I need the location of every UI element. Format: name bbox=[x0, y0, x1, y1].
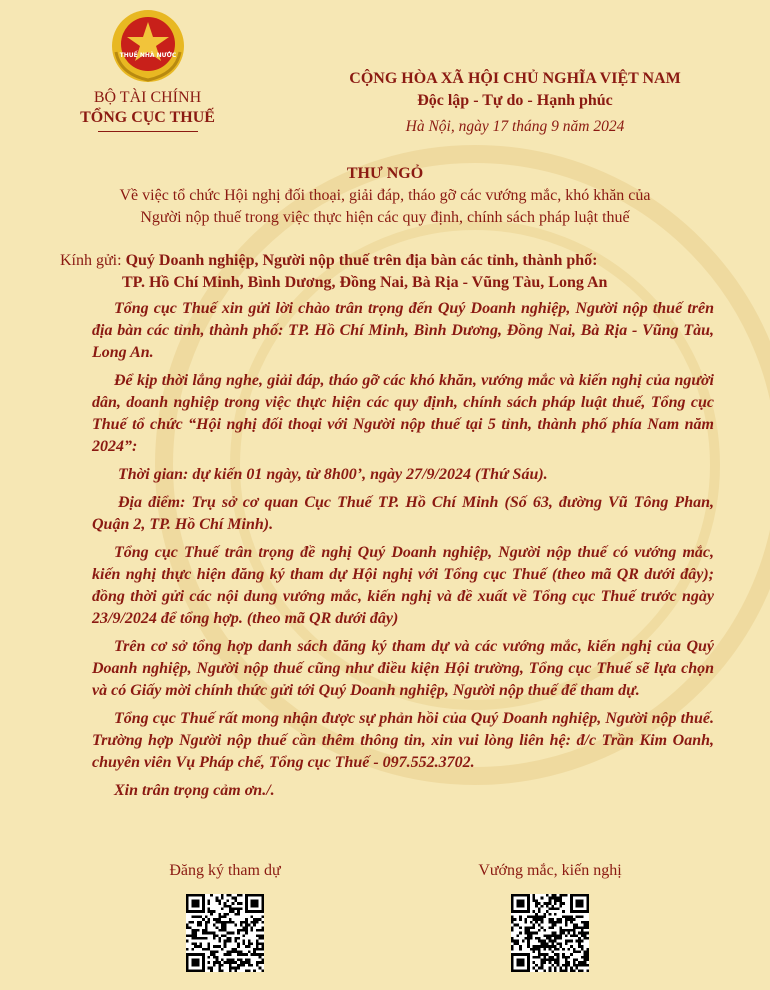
letter-title: THƯ NGỎ bbox=[346, 165, 424, 182]
emblem-text: THUẾ NHÀ NƯỚC bbox=[119, 52, 177, 59]
qr-feedback bbox=[450, 860, 650, 972]
motto: Độc lập - Tự do - Hạnh phúc bbox=[417, 92, 613, 109]
paragraph-purpose: Để kịp thời lắng nghe, giải đáp, tháo gỡ các khó khăn, vướng mắc và kiến nghị của người dân, doanh nghiệp trong việc thực hiện các quy định, chính sách pháp luật thuế, Tổng cục Thuế tổ chức “Hội nghị đối thoại với Người nộp thuế tại 5 tỉnh, thành phố phía Nam năm 2024”: bbox=[92, 372, 714, 455]
recipient-prefix: Kính gửi: bbox=[60, 252, 126, 269]
recipient-line-2: TP. Hồ Chí Minh, Bình Dương, Đồng Nai, Bà Rịa - Vũng Tàu, Long An bbox=[122, 274, 608, 291]
recipient-line-1: Quý Doanh nghiệp, Người nộp thuế trên địa bàn các tỉnh, thành phố: bbox=[125, 252, 598, 269]
qr-code-icon[interactable] bbox=[511, 894, 589, 972]
recipient bbox=[60, 250, 740, 294]
subject-line-2: Người nộp thuế trong việc thực hiện các quy định, chính sách pháp luật thuế bbox=[140, 209, 630, 226]
qr-code-icon[interactable] bbox=[186, 894, 264, 972]
letter-subject bbox=[40, 185, 730, 229]
qr-feedback-label: Vướng mắc, kiến nghị bbox=[478, 862, 622, 879]
paragraph-location: Địa điểm: Trụ sở cơ quan Cục Thuế TP. Hồ Chí Minh (Số 63, đường Vũ Tông Phan, Quận 2, TP. Hồ Chí Minh). bbox=[92, 494, 714, 533]
paragraph-contact: Tổng cục Thuế rất mong nhận được sự phản hồi của Quý Doanh nghiệp, Người nộp thuế. Trường hợp Người nộp thuế cần thêm thông tin, xin vui lòng liên hệ: đ/c Trần Kim Oanh, chuyên viên Vụ Pháp chế, Tổng cục Thuế - 097.552.3702. bbox=[92, 710, 714, 771]
tax-emblem-icon bbox=[110, 8, 186, 84]
issuing-organization bbox=[60, 88, 235, 132]
country-name: CỘNG HÒA XÃ HỘI CHỦ NGHĨA VIỆT NAM bbox=[349, 70, 681, 87]
national-header bbox=[330, 68, 700, 138]
letter-body bbox=[92, 298, 714, 808]
paragraph-time: Thời gian: dự kiến 01 ngày, từ 8h00’, ngày 27/9/2024 (Thứ Sáu). bbox=[118, 466, 548, 483]
ministry-name: BỘ TÀI CHÍNH bbox=[93, 89, 202, 106]
paragraph-selection: Trên cơ sở tổng hợp danh sách đăng ký tham dự và các vướng mắc, kiến nghị của Quý Doanh nghiệp, Người nộp thuế cũng như điều kiện Hội trường, Tổng cục Thuế sẽ lựa chọn và có Giấy mời chính thức gửi tới Quý Doanh nghiệp, Người nộp thuế để tham dự. bbox=[92, 638, 714, 699]
paragraph-request: Tổng cục Thuế trân trọng đề nghị Quý Doanh nghiệp, Người nộp thuế có vướng mắc, kiến nghị thực hiện đăng ký tham dự Hội nghị với Tổng cục Thuế (theo mã QR dưới đây); đồng thời gửi các nội dung vướng mắc, kiến nghị và đề xuất về Tổng cục Thuế trước ngày 23/9/2024 để tổng hợp. (theo mã QR dưới đây) bbox=[92, 544, 714, 627]
paragraph-thanks: Xin trân trọng cảm ơn./. bbox=[114, 782, 275, 799]
department-name: TỔNG CỤC THUẾ bbox=[80, 109, 215, 126]
org-underline bbox=[98, 131, 198, 132]
paragraph-greeting: Tổng cục Thuế xin gửi lời chào trân trọng đến Quý Doanh nghiệp, Người nộp thuế trên địa bàn các tỉnh, thành phố: TP. Hồ Chí Minh, Bình Dương, Đồng Nai, Bà Rịa - Vũng Tàu, Long An. bbox=[92, 300, 714, 361]
qr-registration-label: Đăng ký tham dự bbox=[169, 862, 281, 879]
subject-line-1: Về việc tổ chức Hội nghị đối thoại, giải đáp, tháo gỡ các vướng mắc, khó khăn của bbox=[119, 187, 651, 204]
letter-date: Hà Nội, ngày 17 tháng 9 năm 2024 bbox=[405, 118, 625, 135]
qr-registration bbox=[125, 860, 325, 972]
